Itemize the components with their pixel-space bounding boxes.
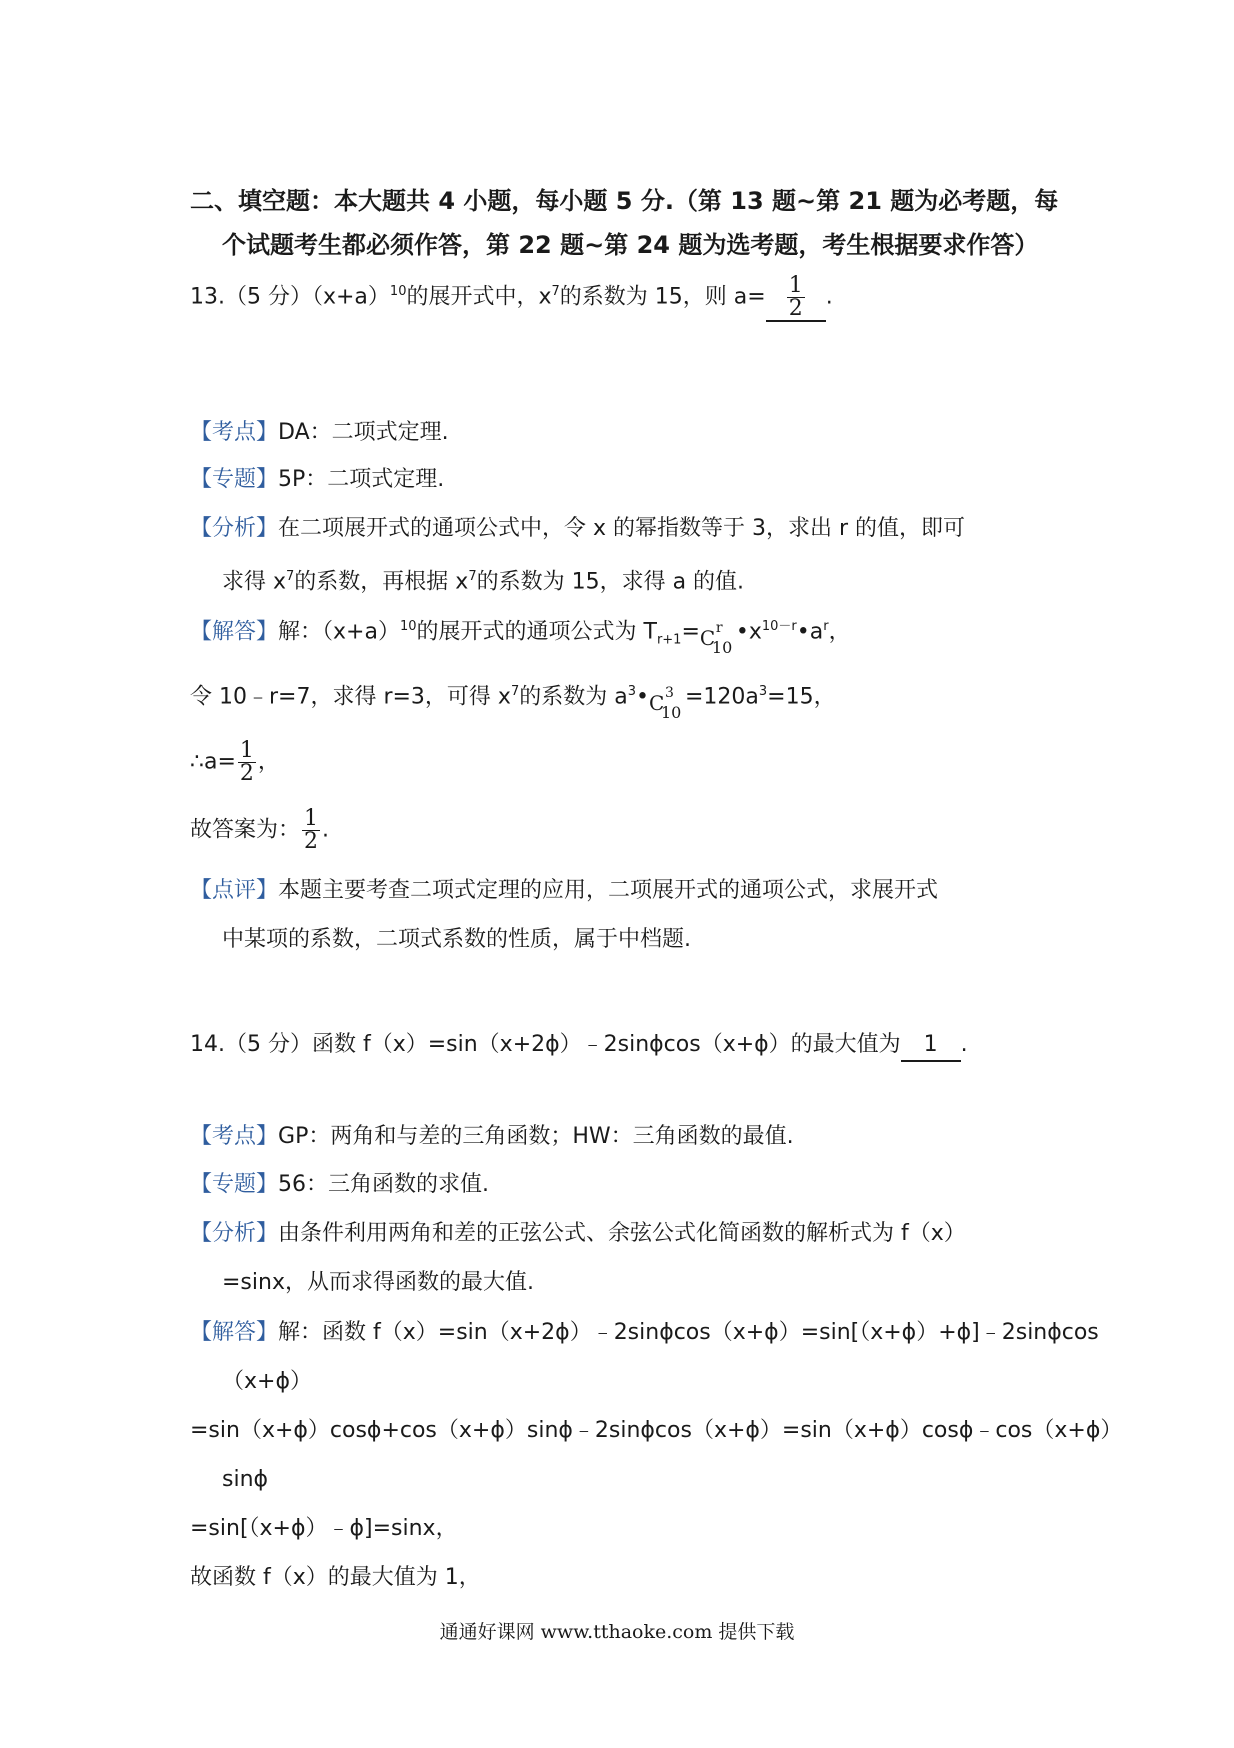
- q13-answer-fraction: $\frac{1}{2}$: [788, 273, 803, 321]
- fenxi-tag: 【分析】: [190, 516, 279, 541]
- q13-fenxi-line1: 【分析】在二项展开式的通项公式中，令 x 的幂指数等于 3，求出 r 的值，即可: [190, 516, 966, 541]
- q14-jieda-line1: 【解答】解：函数 f（x）=sin（x+2ϕ）﹣2sinϕcos（x+ϕ）=sin[（x+ϕ）+ϕ]﹣2sinϕcos: [190, 1320, 1099, 1345]
- q14-zhuanti: 【专题】56：三角函数的求值.: [190, 1172, 490, 1197]
- q13-kaodian: 【考点】DA：二项式定理.: [190, 420, 449, 445]
- jieda-tag: 【解答】: [190, 619, 279, 645]
- q14-answer-blank: 1: [901, 1030, 961, 1062]
- q14-fenxi-line2: =sinx，从而求得函数的最大值.: [222, 1270, 534, 1295]
- zhuanti-tag: 【专题】: [190, 467, 279, 492]
- kaodian-tag: 【考点】: [190, 1124, 279, 1149]
- q13-dianping-line2: 中某项的系数，二项式系数的性质，属于中档题.: [222, 927, 691, 952]
- combination-symbol: C 3 10: [648, 685, 682, 723]
- combination-symbol: C r 10: [699, 620, 733, 658]
- q14-kaodian: 【考点】GP：两角和与差的三角函数；HW：三角函数的最值.: [190, 1124, 794, 1149]
- zhuanti-tag: 【专题】: [190, 1172, 279, 1197]
- fraction-one-half: $\frac{1}{2}$: [239, 738, 254, 786]
- q13-answer-line: 故答案为： $\frac{1}{2}$ .: [190, 806, 330, 854]
- section-heading-line1: 二、填空题：本大题共 4 小题，每小题 5 分.（第 13 题~第 21 题为必考题，每: [190, 187, 1059, 215]
- q13-answer-blank: [766, 275, 826, 322]
- q13-zhuanti: 【专题】5P：二项式定理.: [190, 467, 445, 492]
- q14-stem: 14.（5 分）函数 f（x）=sin（x+2ϕ）﹣2sinϕcos（x+ϕ）的最大值为 1 .: [190, 1030, 968, 1062]
- q13-jieda-line1: 【解答】解：$(x+a)^{10}$的展开式的通项公式为 $T_{r+1}=$ C r 10 $•x^{10-r}•a^r$，: [190, 612, 851, 656]
- kaodian-tag: 【考点】: [190, 420, 279, 445]
- q13-jieda-line2: 令 10﹣r=7，求得 r=3，可得 $x^7$的系数为 $a^3•$ C 3 10 $=120a^3=15$，: [190, 677, 836, 714]
- jieda-tag: 【解答】: [190, 1320, 279, 1345]
- dianping-tag: 【点评】: [190, 878, 279, 903]
- q14-fenxi-line1: 【分析】由条件利用两角和差的正弦公式、余弦公式化简函数的解析式为 f（x）: [190, 1221, 966, 1246]
- q14-jieda-line4: sinϕ: [222, 1467, 269, 1492]
- q14-jieda-line2: （x+ϕ）: [222, 1369, 312, 1394]
- q14-jieda-line5: =sin[（x+ϕ）﹣ϕ]=sinx，: [190, 1516, 458, 1541]
- page-footer: 通通好课网 www.tthaoke.com 提供下载: [439, 1621, 795, 1643]
- q14-jieda-line3: =sin（x+ϕ）cosϕ+cos（x+ϕ）sinϕ﹣2sinϕcos（x+ϕ）=sin（x+ϕ）cosϕ﹣cos（x+ϕ）: [190, 1418, 1123, 1443]
- q13-fenxi-line2: 求得 $x^7$的系数，再根据 $x^7$的系数为 15，求得 a 的值.: [222, 569, 745, 595]
- section-heading-line2: 个试题考生都必须作答，第 22 题~第 24 题为选考题，考生根据要求作答）: [222, 231, 1039, 259]
- fenxi-tag: 【分析】: [190, 1221, 279, 1246]
- fraction-one-half: $\frac{1}{2}$: [304, 806, 319, 854]
- q13-stem: 13.（5 分）$(x+a)^{10}$的展开式中，$x^7$的系数为 15，则 a= $\frac{1}{2}$ .: [190, 273, 833, 321]
- q13-dianping-line1: 【点评】本题主要考查二项式定理的应用，二项展开式的通项公式，求展开式: [190, 878, 939, 903]
- q14-jieda-line6: 故函数 f（x）的最大值为 1，: [190, 1565, 481, 1590]
- q13-jieda-line3: ∴a= $\frac{1}{2}$ ，: [190, 738, 280, 786]
